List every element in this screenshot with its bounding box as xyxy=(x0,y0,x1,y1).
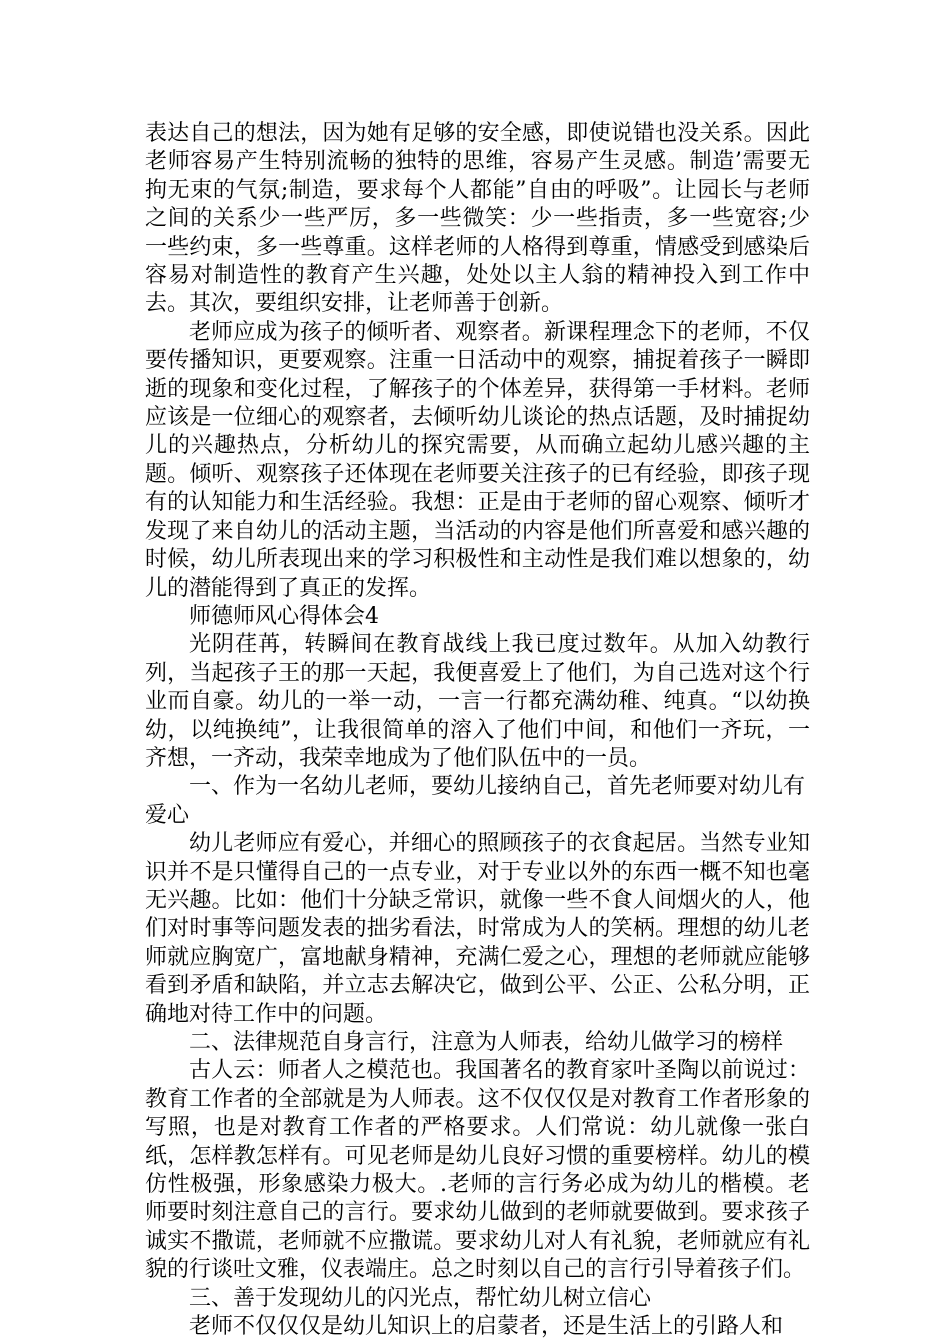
paragraph-observer: 老师应成为孩子的倾听者、观察者。新课程理念下的老师，不仅要传播知识，更要观察。注重一日活动中的观察，捕捉着孩子一瞬即逝的现象和变化过程，了解孩子的个体差异，获得第一手材料。老师应该是一位细心的观察者，去倾听幼儿谈论的热点话题，及时捕捉幼儿的兴趣热点，分析幼儿的探究需要，从而确立起幼儿感兴趣的主题。倾听、观察孩子还体现在老师要关注孩子的已有经验，即孩子现有的认知能力和生活经验。我想：正是由于老师的留心观察、倾听才发现了来自幼儿的活动主题，当活动的内容是他们所喜爱和感兴趣的时候，幼儿所表现出来的学习积极性和主动性是我们难以想象的，幼儿的潜能得到了真正的发挥。 xyxy=(145,319,810,601)
section-title: 师德师风心得体会4 xyxy=(189,603,379,629)
heading-three: 三、善于发现幼儿的闪光点，帮忙幼儿树立信心 xyxy=(189,1285,652,1311)
heading-one: 一、作为一名幼儿老师，要幼儿接纳自己，首先老师要对幼儿有爱心 xyxy=(145,774,806,828)
heading-two: 二、法律规范自身言行，注意为人师表，给幼儿做学习的榜样 xyxy=(189,1030,784,1055)
document-page xyxy=(145,120,810,1341)
paragraph-love: 幼儿老师应有爱心，并细心的照顾孩子的衣食起居。当然专业知识并不是只懂得自己的一点专业，对于专业以外的东西一概不知也毫无兴趣。比如：他们十分缺乏常识，就像一些不食人间烟火的人，他们对时事等问题发表的拙劣看法，时常成为人的笑柄。理想的幼儿老师就应胸宽广，富地献身精神，充满仁爱之心，理想的老师就应能够看到矛盾和缺陷，并立志去解决它，做到公平、公正、公私分明，正确地对待工作中的问题。 xyxy=(145,831,810,1027)
paragraph-role-model: 古人云：师者人之模范也。我国著名的教育家叶圣陶以前说过：教育工作者的全部就是为人师表。这不仅仅仅是对教育工作者形象的写照，也是对教育工作者的严格要求。人们常说：幼儿就像一张白纸，怎样教怎样有。可见老师是幼儿良好习惯的重要榜样。幼儿的模仿性极强，形象感染力极大。.老师的言行务必成为幼儿的楷模。老师要时刻注意自己的言行。要求幼儿做到的老师就要做到。要求孩子诚实不撒谎，老师就不应撒谎。要求幼儿对人有礼貌，老师就应有礼貌的行谈吐文雅，仪表端庄。总之时刻以自己的言行引导着孩子们。 xyxy=(145,1058,810,1283)
paragraph-intro: 光阴荏苒，转瞬间在教育战线上我已度过数年。从加入幼教行列，当起孩子王的那一天起，我便喜爱上了他们，为自己选对这个行业而自豪。幼儿的一举一动，一言一行都充满幼稚、纯真。“以幼换幼，以纯换纯”，让我很简单的溶入了他们中间，和他们一齐玩，一齐想，一齐动，我荣幸地成为了他们队伍中的一员。 xyxy=(145,632,810,771)
paragraph-continuation: 表达自己的想法，因为她有足够的安全感，即使说错也没关系。因此老师容易产生特别流畅的独特的思维，容易产生灵感。制造’需要无拘无束的气氛;制造，要求每个人都能”自由的呼吸”。让园长与老师之间的关系少一些严厉，多一些微笑：少一些指责，多一些宽容;少一些约束，多一些尊重。这样老师的人格得到尊重，情感受到感染后容易对制造性的教育产生兴趣，处处以主人翁的精神投入到工作中去。其次，要组织安排，让老师善于创新。 xyxy=(145,121,810,317)
paragraph-final: 老师不仅仅仅是幼儿知识上的启蒙者，还是生活上的引路人和 xyxy=(189,1314,784,1340)
